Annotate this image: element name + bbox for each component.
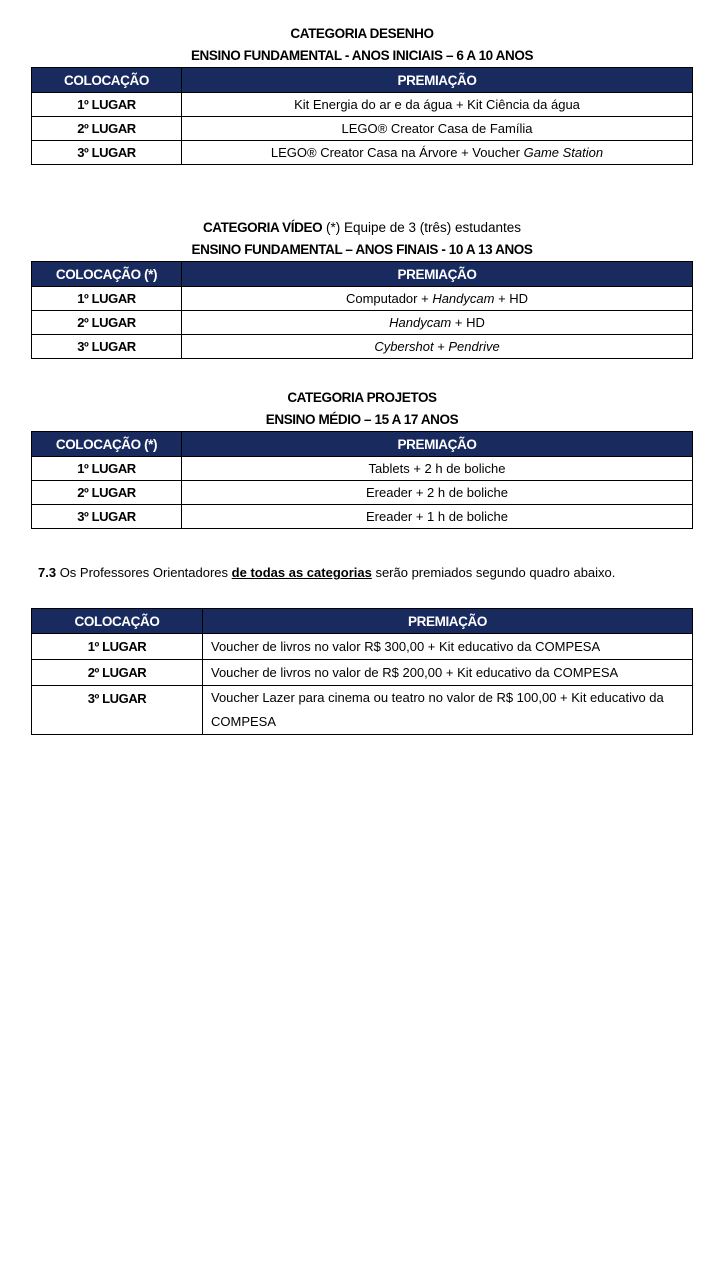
paragraph-text: Os Professores Orientadores bbox=[56, 565, 232, 580]
section-subtitle: ENSINO FUNDAMENTAL – ANOS FINAIS - 10 A 13 ANOS bbox=[191, 242, 533, 257]
section-title: CATEGORIA VÍDEO (*) Equipe de 3 (três) estudantes bbox=[202, 220, 522, 235]
header-premiacao: PREMIAÇÃO bbox=[182, 432, 693, 457]
table-row bbox=[32, 505, 693, 529]
place-cell: 2º LUGAR bbox=[32, 481, 182, 505]
table-row bbox=[32, 634, 693, 660]
section-video bbox=[31, 217, 693, 359]
section-title: CATEGORIA PROJETOS bbox=[287, 390, 437, 405]
header-colocacao: COLOCAÇÃO (*) bbox=[32, 432, 182, 457]
table-row bbox=[32, 686, 693, 735]
place-cell: 3º LUGAR bbox=[32, 686, 203, 735]
prize-italic-text: Game Station bbox=[523, 145, 604, 160]
paragraph-number: 7.3 bbox=[38, 565, 57, 580]
section-subtitle: ENSINO MÉDIO – 15 A 17 ANOS bbox=[265, 412, 459, 427]
section-desenho bbox=[31, 23, 693, 165]
prize-cell: LEGO® Creator Casa de Família bbox=[182, 117, 693, 141]
prize-table bbox=[31, 608, 693, 735]
place-cell: 1º LUGAR bbox=[32, 287, 182, 311]
table-header-row bbox=[32, 609, 693, 634]
table-row bbox=[32, 481, 693, 505]
prize-cell: Computador + Handycam + HD bbox=[182, 287, 693, 311]
section-projetos bbox=[31, 387, 693, 529]
prize-cell: Voucher Lazer para cinema ou teatro no valor de R$ 100,00 + Kit educativo da COMPESA bbox=[203, 686, 693, 735]
place-cell: 1º LUGAR bbox=[32, 457, 182, 481]
table-row bbox=[32, 141, 693, 165]
table-row bbox=[32, 287, 693, 311]
prize-cell: Tablets + 2 h de boliche bbox=[182, 457, 693, 481]
place-cell: 2º LUGAR bbox=[32, 660, 203, 686]
table-header-row bbox=[32, 68, 693, 93]
table-row bbox=[32, 660, 693, 686]
paragraph-7-3 bbox=[38, 563, 615, 583]
place-cell: 1º LUGAR bbox=[32, 634, 203, 660]
prize-cell: Cybershot + Pendrive bbox=[182, 335, 693, 359]
header-premiacao: PREMIAÇÃO bbox=[182, 262, 693, 287]
place-cell: 3º LUGAR bbox=[32, 335, 182, 359]
table-row bbox=[32, 311, 693, 335]
prize-cell: Voucher de livros no valor de R$ 200,00 + Kit educativo da COMPESA bbox=[203, 660, 693, 686]
header-colocacao: COLOCAÇÃO (*) bbox=[32, 262, 182, 287]
section-subtitle: ENSINO FUNDAMENTAL - ANOS INICIAIS – 6 A 10 ANOS bbox=[190, 48, 534, 63]
table-row bbox=[32, 457, 693, 481]
prize-table bbox=[31, 261, 693, 359]
prize-table bbox=[31, 431, 693, 529]
prize-text: LEGO® Creator Casa na Árvore + Voucher bbox=[270, 145, 524, 160]
table-row bbox=[32, 335, 693, 359]
place-cell: 1º LUGAR bbox=[32, 93, 182, 117]
table-header-row bbox=[32, 432, 693, 457]
section-professores bbox=[31, 608, 693, 735]
prize-cell: Voucher de livros no valor R$ 300,00 + Kit educativo da COMPESA bbox=[203, 634, 693, 660]
prize-cell: Ereader + 2 h de boliche bbox=[182, 481, 693, 505]
table-row bbox=[32, 93, 693, 117]
place-cell: 2º LUGAR bbox=[32, 311, 182, 335]
place-cell: 3º LUGAR bbox=[32, 141, 182, 165]
table-header-row bbox=[32, 262, 693, 287]
header-premiacao: PREMIAÇÃO bbox=[203, 609, 693, 634]
paragraph-emphasis: de todas as categorias bbox=[231, 565, 372, 580]
prize-cell: Handycam + HD bbox=[182, 311, 693, 335]
place-cell: 2º LUGAR bbox=[32, 117, 182, 141]
header-colocacao: COLOCAÇÃO bbox=[32, 609, 203, 634]
section-title: CATEGORIA DESENHO bbox=[290, 26, 434, 41]
paragraph-text: serão premiados segundo quadro abaixo. bbox=[371, 565, 616, 580]
header-colocacao: COLOCAÇÃO bbox=[32, 68, 182, 93]
place-cell: 3º LUGAR bbox=[32, 505, 182, 529]
prize-cell: Ereader + 1 h de boliche bbox=[182, 505, 693, 529]
prize-table bbox=[31, 67, 693, 165]
table-row bbox=[32, 117, 693, 141]
prize-cell bbox=[182, 141, 693, 165]
prize-cell: Kit Energia do ar e da água + Kit Ciência da água bbox=[182, 93, 693, 117]
header-premiacao: PREMIAÇÃO bbox=[182, 68, 693, 93]
